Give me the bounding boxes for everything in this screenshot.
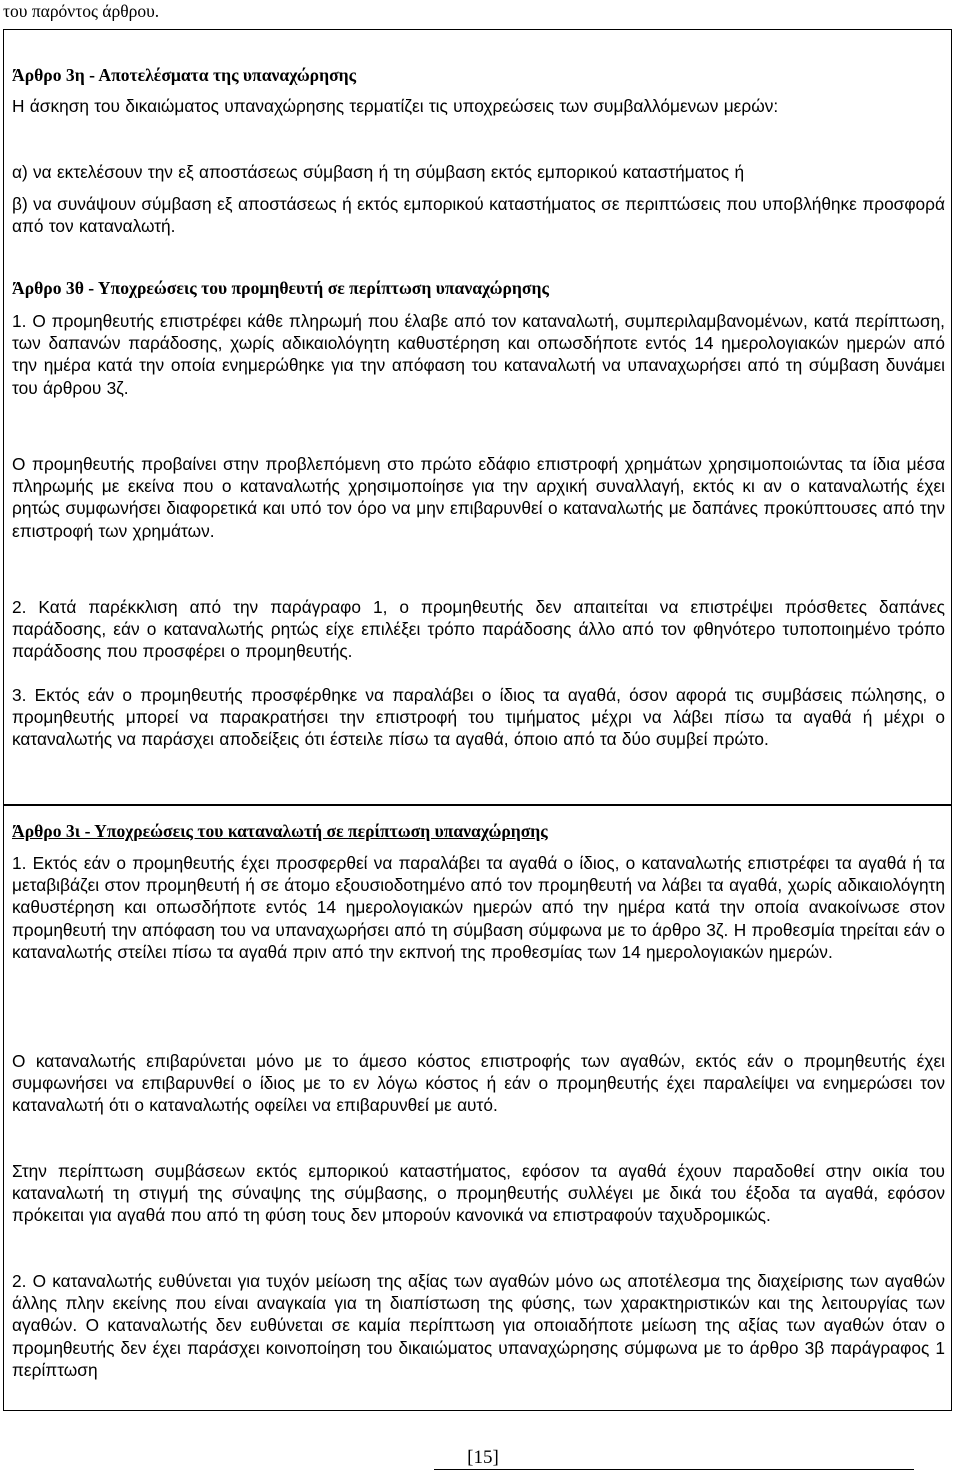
article-3th-paragraph-2: Ο προμηθευτής προβαίνει στην προβλεπόμενη στο πρώτο εδάφιο επιστροφή χρημάτων χρησιμοποιώντας τα ίδια μέσα πληρωμής με εκείνα που ο καταναλωτής χρησιμοποίησε για την αρχική συναλλαγή, εκτός κι αν ο καταναλωτής έχει ρητώς συμφωνήσει διαφορετικά και υπό τον όρο να μην επιβαρυνθεί ο καταναλωτής με δαπάνες προκύπτουσες από την επιστροφή των χρημάτων. xyxy=(12,454,945,541)
article-3i-paragraph-1: 1. Εκτός εάν ο προμηθευτής έχει προσφερθεί να παραλάβει τα αγαθά ο ίδιος, ο καταναλωτής επιστρέφει τα αγαθά ή τα μεταβιβάζει στον προμηθευτή ή σε άτομο εξουσιοδοτημένο από τον προμηθευτή να λάβει τα αγαθά, χωρίς αδικαιολόγητη καθυστέρηση και οπωσδήποτε εντός 14 ημερολογιακών ημερών από την ημέρα κατά την οποία ανακοίνωσε στον προμηθευτή την απόφαση του να υπαναχωρήσει από τη σύμβαση σύμφωνα με το άρθρο 3ζ. Η προθεσμία τηρείται εάν ο καταναλωτής στείλει πίσω τα αγαθά πριν από την εκπνοή της προθεσμίας των 14 ημερολογιακών ημερών. xyxy=(12,853,945,962)
footer-rule xyxy=(434,1469,914,1470)
page-number: [15] xyxy=(467,1447,499,1468)
article-3h-paragraph-b: β) να συνάψουν σύμβαση εξ αποστάσεως ή εκτός εμπορικού καταστήματος σε περιπτώσεις που υποβλήθηκε προσφορά από τον καταναλωτή. xyxy=(12,194,945,237)
article-3th-paragraph-4: 3. Εκτός εάν ο προμηθευτής προσφέρθηκε να παραλάβει ο ίδιος τα αγαθά, όσον αφορά τις συμβάσεις πώλησης, ο προμηθευτής μπορεί να παρακρατήσει την επιστροφή του τιμήματος μέχρι να λάβει πίσω τα αγαθά ή μέχρι ο καταναλωτής να παράσχει αποδείξεις ότι έστειλε πίσω τα αγαθά, όποιο από τα δύο συμβεί πρώτο. xyxy=(12,685,945,750)
article-box-3i xyxy=(3,805,952,1411)
article-3h-paragraph-1: Η άσκηση του δικαιώματος υπαναχώρησης τερματίζει τις υποχρεώσεις των συμβαλλόμενων μερών: xyxy=(12,96,779,116)
article-3h-paragraph-a: α) να εκτελέσουν την εξ αποστάσεως σύμβαση ή τη σύμβαση εκτός εμπορικού καταστήματος ή xyxy=(12,162,745,182)
article-3h-title: Άρθρο 3η - Αποτελέσματα της υπαναχώρησης xyxy=(12,65,357,85)
article-3th-paragraph-3: 2. Κατά παρέκκλιση από την παράγραφο 1, ο προμηθευτής δεν απαιτείται να επιστρέψει πρόσθετες δαπάνες παράδοσης, εάν ο καταναλωτής ρητώς είχε επιλέξει τρόπο παράδοσης άλλο από τον φθηνότερο τυποποιημένο τρόπο παράδοσης που προσφέρει ο προμηθευτής. xyxy=(12,597,945,662)
continued-text: του παρόντος άρθρου. xyxy=(3,1,160,21)
article-3i-paragraph-2: Ο καταναλωτής επιβαρύνεται μόνο με το άμεσο κόστος επιστροφής των αγαθών, εκτός εάν ο προμηθευτής έχει συμφωνήσει να επιβαρυνθεί ο ίδιος με το εν λόγω κόστος ή εάν ο προμηθευτής έχει παραλείψει να ενημερώσει τον καταναλωτή ότι ο καταναλωτής οφείλει να επιβαρυνθεί με αυτό. xyxy=(12,1051,945,1116)
article-3th-paragraph-1: 1. Ο προμηθευτής επιστρέφει κάθε πληρωμή που έλαβε από τον καταναλωτή, συμπεριλαμβανομένων, κατά περίπτωση, των δαπανών παράδοσης, χωρίς αδικαιολόγητη καθυστέρηση και οπωσδήποτε εντός 14 ημερολογιακών ημερών από την ημέρα κατά την οποία ενημερώθηκε για την απόφαση του καταναλωτή να υπαναχωρήσει από τη σύμβαση δυνάμει του άρθρου 3ζ. xyxy=(12,311,945,398)
article-3i-title: Άρθρο 3ι - Υποχρεώσεις του καταναλωτή σε περίπτωση υπαναχώρησης xyxy=(12,821,548,841)
article-3i-paragraph-4: 2. Ο καταναλωτής ευθύνεται για τυχόν μείωση της αξίας των αγαθών μόνο ως αποτέλεσμα της διαχείρισης των αγαθών άλλης πλην εκείνης που είναι αναγκαία για τη διαπίστωση της φύσης, των χαρακτηριστικών και της λειτουργίας των αγαθών. Ο καταναλωτής δεν ευθύνεται σε καμία περίπτωση για οποιαδήποτε μείωση της αξίας των αγαθών όταν ο προμηθευτής δεν έχει παράσχει κοινοποίηση του δικαιώματος υπαναχώρησης σύμφωνα με το άρθρο 3β παράγραφος 1 περίπτωση xyxy=(12,1271,945,1380)
article-3i-paragraph-3: Στην περίπτωση συμβάσεων εκτός εμπορικού καταστήματος, εφόσον τα αγαθά έχουν παραδοθεί στην οικία του καταναλωτή τη στιγμή της σύναψης της σύμβασης, ο προμηθευτής συλλέγει με δικά του έξοδα τα αγαθά, εφόσον πρόκειται για αγαθά που από τη φύση τους δεν μπορούν κανονικά να επιστραφούν ταχυδρομικώς. xyxy=(12,1161,945,1226)
article-box-3h-3th xyxy=(3,29,952,805)
article-3th-title: Άρθρο 3θ - Υποχρεώσεις του προμηθευτή σε περίπτωση υπαναχώρησης xyxy=(12,278,549,298)
